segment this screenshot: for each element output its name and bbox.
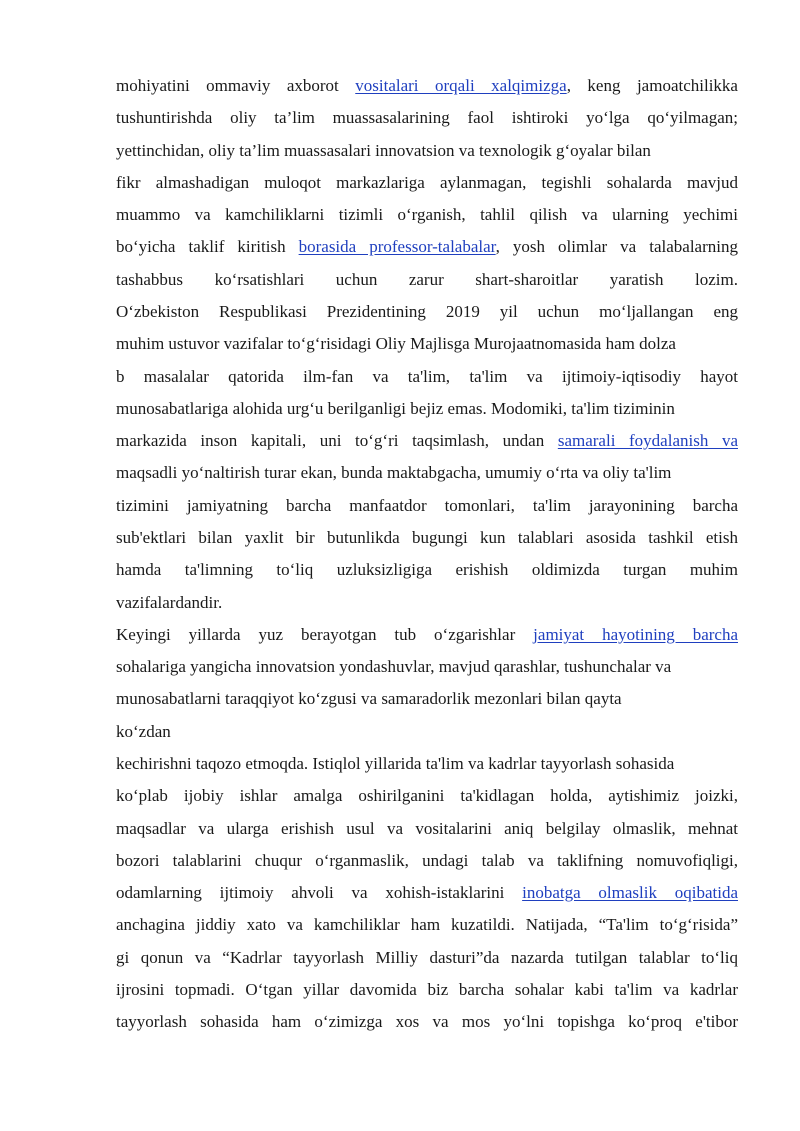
text-segment: maqsadlar va ularga erishish usul va vositalarini aniq belgilay olmaslik, mehnat xyxy=(116,819,738,838)
text-line xyxy=(116,818,738,840)
text-segment: anchagina jiddiy xato va kamchiliklar ham kuzatildi. Natijada, “Ta'lim to‘g‘risida” xyxy=(116,915,738,934)
text-line xyxy=(116,430,738,452)
text-segment: ijrosini topmadi. O‘tgan yillar davomida biz barcha sohalar kabi ta'lim va kadrlar xyxy=(116,980,738,999)
text-line xyxy=(116,785,738,807)
text-line xyxy=(116,172,738,194)
text-segment: Keyingi yillarda yuz berayotgan tub o‘zgarishlar xyxy=(116,625,534,644)
text-line xyxy=(116,398,738,420)
inline-link[interactable]: borasida professor-talabalar xyxy=(298,237,496,256)
text-line xyxy=(116,656,738,678)
text-segment: kechirishni taqozo etmoqda. Istiqlol yillarida ta'lim va kadrlar tayyorlash sohasida xyxy=(116,754,675,773)
text-segment: tashabbus ko‘rsatishlari uchun zarur shart-sharoitlar yaratish lozim. xyxy=(116,270,738,289)
text-segment: tayyorlash sohasida ham o‘zimizga xos va mos yo‘lni topishga ko‘proq e'tibor xyxy=(116,1012,738,1031)
text-line xyxy=(116,979,738,1001)
text-line xyxy=(116,236,738,258)
text-segment: muammo va kamchiliklarni tizimli o‘rganish, tahlil qilish va ularning yechimi xyxy=(116,205,738,224)
text-segment: hamda ta'limning to‘liq uzluksizligiga erishish oldimizda turgan muhim xyxy=(116,560,738,579)
text-line xyxy=(116,721,738,743)
text-segment: munosabatlarni taraqqiyot ko‘zgusi va samaradorlik mezonlari bilan qayta xyxy=(116,689,622,708)
text-line xyxy=(116,107,738,129)
text-line xyxy=(116,914,738,936)
text-line xyxy=(116,1011,738,1033)
text-segment: munosabatlariga alohida urg‘u berilganligi bejiz emas. Modomiki, ta'lim tiziminin xyxy=(116,399,675,418)
inline-link[interactable]: samarali foydalanish va xyxy=(557,431,738,450)
text-line xyxy=(116,269,738,291)
text-segment: mohiyatini ommaviy axborot xyxy=(116,76,356,95)
text-segment: , yosh olimlar va talabalarning xyxy=(495,237,738,256)
text-segment: gi qonun va “Kadrlar tayyorlash Milliy dasturi”da nazarda tutilgan talablar to‘liq xyxy=(116,948,738,967)
text-segment: , keng jamoatchilikka xyxy=(566,76,738,95)
text-line xyxy=(116,495,738,517)
text-line xyxy=(116,882,738,904)
text-line xyxy=(116,688,738,710)
text-segment: muhim ustuvor vazifalar to‘g‘risidagi Oliy Majlisga Murojaatnomasida ham dolza xyxy=(116,334,676,353)
text-segment: fikr almashadigan muloqot markazlariga aylanmagan, tegishli sohalarda mavjud xyxy=(116,173,738,192)
text-line xyxy=(116,204,738,226)
text-segment: sohalariga yangicha innovatsion yondashuvlar, mavjud qarashlar, tushunchalar va xyxy=(116,657,672,676)
text-line xyxy=(116,850,738,872)
text-line xyxy=(116,559,738,581)
inline-link[interactable]: vositalari orqali xalqimizga xyxy=(355,76,567,95)
text-segment: bozori talablarini chuqur o‘rganmaslik, undagi talab va taklifning nomuvofiqligi, xyxy=(116,851,738,870)
text-segment: maqsadli yo‘naltirish turar ekan, bunda maktabgacha, umumiy o‘rta va oliy ta'lim xyxy=(116,463,672,482)
text-segment: O‘zbekiston Respublikasi Prezidentining 2019 yil uchun mo‘ljallangan eng xyxy=(116,302,738,321)
text-line xyxy=(116,624,738,646)
text-line xyxy=(116,527,738,549)
text-segment: markazida inson kapitali, uni to‘g‘ri taqsimlash, undan xyxy=(116,431,558,450)
text-segment: b masalalar qatorida ilm-fan va ta'lim, ta'lim va ijtimoiy-iqtisodiy hayot xyxy=(116,367,738,386)
text-segment: vazifalardandir. xyxy=(116,593,223,612)
text-line xyxy=(116,75,738,97)
text-segment: ko‘zdan xyxy=(116,722,171,741)
text-segment: sub'ektlari bilan yaxlit bir butunlikda bugungi kun talablari asosida tashkil etish xyxy=(116,528,738,547)
text-line xyxy=(116,366,738,388)
text-line xyxy=(116,301,738,323)
text-segment: ko‘plab ijobiy ishlar amalga oshirilganini ta'kidlagan holda, aytishimiz joizki, xyxy=(116,786,738,805)
text-segment: tushuntirishda oliy ta’lim muassasalarining faol ishtiroki yo‘lga qo‘yilmagan; xyxy=(116,108,738,127)
inline-link[interactable]: jamiyat hayotining barcha xyxy=(533,625,738,644)
text-segment: yettinchidan, oliy ta’lim muassasalari innovatsion va texnologik g‘oyalar bilan xyxy=(116,141,651,160)
text-segment: bo‘yicha taklif kiritish xyxy=(116,237,299,256)
text-line xyxy=(116,592,738,614)
text-line xyxy=(116,333,738,355)
text-line xyxy=(116,947,738,969)
inline-link[interactable]: inobatga olmaslik oqibatida xyxy=(522,883,738,902)
text-line xyxy=(116,753,738,775)
text-line xyxy=(116,140,738,162)
text-segment: tizimini jamiyatning barcha manfaatdor tomonlari, ta'lim jarayonining barcha xyxy=(116,496,738,515)
text-segment: odamlarning ijtimoiy ahvoli va xohish-istaklarini xyxy=(116,883,523,902)
text-line xyxy=(116,462,738,484)
